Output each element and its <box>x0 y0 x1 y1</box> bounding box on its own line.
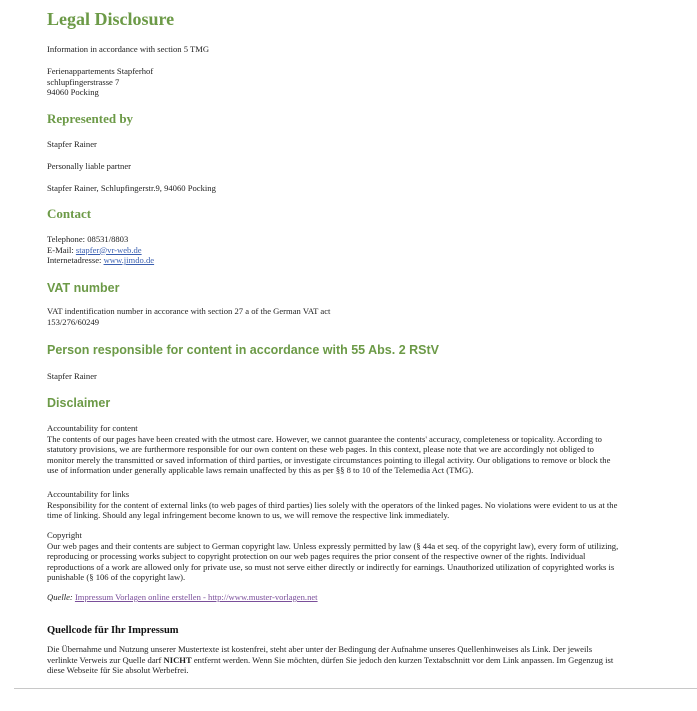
links-line: time of linking. Should any legal infringement become known to us, we will remove the respective link immediately. <box>47 510 450 521</box>
content-line: statutory provisions, we are furthermore responsible for our own content on these web pages. In this context, please note that we are accordingly not obliged to <box>47 444 594 455</box>
bottom-divider <box>14 688 697 689</box>
quellcode-heading: Quellcode für Ihr Impressum <box>47 625 179 636</box>
info-line: Information in accordance with section 5 TMG <box>47 44 210 54</box>
address-name: Ferienappartements Stapferhof <box>47 66 154 76</box>
content-line: use of information under generally applicable laws remain unaffected by this as per §§ 8 to 10 of the Telemedia Act (TMG). <box>47 465 474 476</box>
page-title: Legal Disclosure <box>47 9 175 29</box>
nicht-emphasis: NICHT <box>163 654 192 665</box>
source-line <box>47 592 318 602</box>
contact-heading: Contact <box>47 206 92 221</box>
copyright-section <box>47 530 659 583</box>
representative-name: Stapfer Rainer <box>47 139 97 149</box>
content-line: The contents of our pages have been created with the utmost care. However, we cannot guarantee the contents' accuracy, completeness or topicality. According to <box>47 433 602 444</box>
vat-number: 153/276/60249 <box>47 316 100 327</box>
contact-block <box>47 234 659 266</box>
content-accountability-section <box>47 423 659 476</box>
source-label: Quelle: <box>47 592 73 602</box>
vat-description: VAT indentification number in accorance with section 27 a of the German VAT act <box>47 306 331 316</box>
quellcode-line: Die Übernahme und Nutzung unserer Mustertexte ist kostenfrei, steht aber unter der Bedingung der Aufnahme unseres Quellenhinweises als Link. Der jeweils <box>47 644 593 654</box>
responsible-heading: Person responsible for content in accordance with 55 Abs. 2 RStV <box>47 343 439 357</box>
represented-by-heading: Represented by <box>47 111 134 126</box>
email-link[interactable]: stapfer@vr-web.de <box>75 244 142 255</box>
vat-heading: VAT number <box>47 281 120 295</box>
address-street: schlupfingerstrasse 7 <box>47 76 120 87</box>
quellcode-line: verlinkte Verweis zur Quelle darf NICHT entfernt werden. Wenn Sie möchten, dürfen Sie jedoch den kurzen Textabschnitt vor dem Link anpassen. Im Gegenzug ist <box>47 654 614 665</box>
content-accountability-title: Accountability for content <box>47 423 138 433</box>
copyright-line: Our web pages and their contents are subject to German copyright law. Unless expressly permitted by law (§ 44a et seq. of the copyright law), every form of utilizing, <box>47 540 619 551</box>
content-line: monitor merely the transmitted or saved information of third parties, or investigate circumstances pointing to illegal activity. Our obligations to remove or block the <box>47 454 611 465</box>
source-link[interactable]: Impressum Vorlagen online erstellen - http://www.muster-vorlagen.net <box>74 592 318 602</box>
copyright-line: punishable (§ 106 of the copyright law). <box>47 572 186 583</box>
disclaimer-heading: Disclaimer <box>47 396 111 410</box>
website-link[interactable]: www.jimdo.de <box>103 255 155 266</box>
telephone-value: 08531/8803 <box>87 234 129 244</box>
responsible-name: Stapfer Rainer <box>47 371 97 381</box>
vat-block <box>47 306 659 327</box>
links-accountability-title: Accountability for links <box>47 489 130 499</box>
quellcode-block <box>47 644 659 676</box>
address-block <box>47 66 659 98</box>
representative-role: Personally liable partner <box>47 161 131 171</box>
email-label: E-Mail: <box>47 244 74 255</box>
links-accountability-section <box>47 489 659 521</box>
representative-address: Stapfer Rainer, Schlupfingerstr.9, 94060 Pocking <box>47 183 216 193</box>
copyright-title: Copyright <box>47 530 82 540</box>
telephone-label: Telephone: <box>47 234 86 244</box>
web-label: Internetadresse: <box>47 255 102 266</box>
links-line: Responsibility for the content of external links (to web pages of third parties) lies solely with the operators of the linked pages. No violations were evident to us at the <box>47 499 618 510</box>
copyright-line: reproducing or processing works subject to copyright protection on our web pages requires the prior consent of the respective owner of the rights. Individual <box>47 551 586 562</box>
copyright-line: reproductions of a work are allowed only for private use, so must not serve either directly or indirectly for earnings. Unauthorized utilization of copyrighted works is <box>47 561 615 572</box>
address-city: 94060 Pocking <box>47 87 99 98</box>
quellcode-line: diese Webseite für Sie absolut Werbefrei. <box>47 665 189 676</box>
